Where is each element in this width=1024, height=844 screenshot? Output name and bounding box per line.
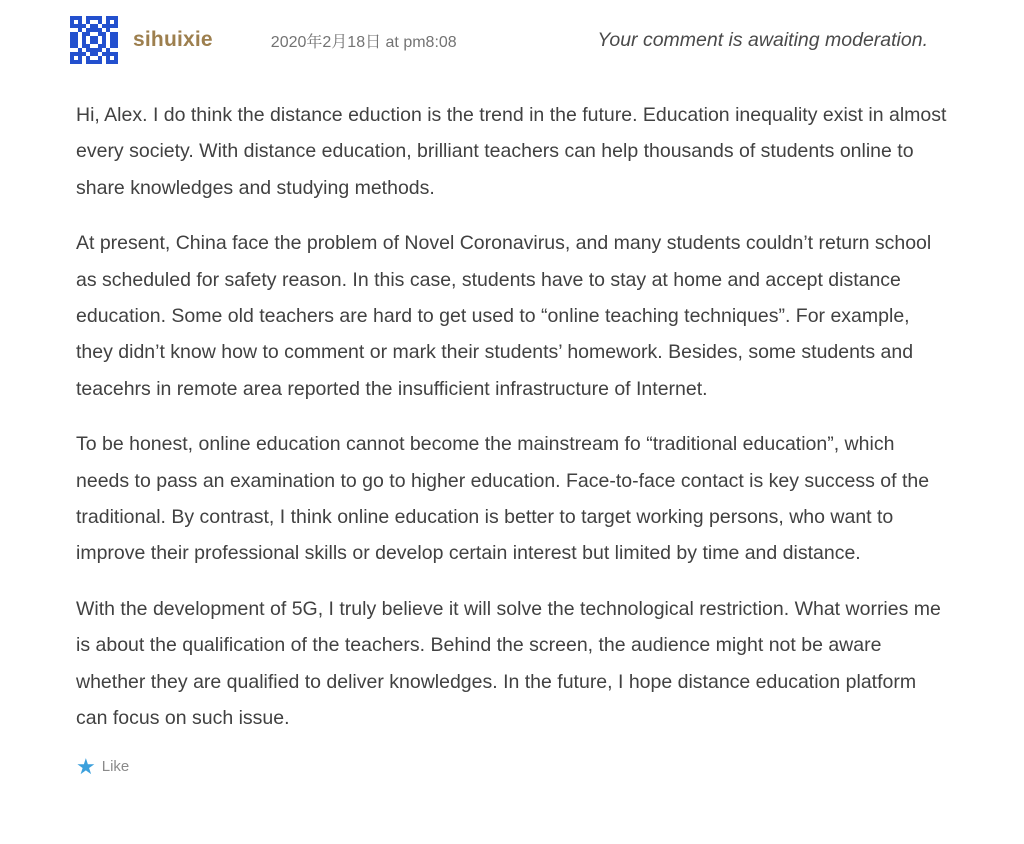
comment-date: 2020年2月18日 at pm8:08 [270, 33, 457, 51]
moderation-notice: Your comment is awaiting moderation. [597, 28, 928, 51]
comment-paragraph: At present, China face the problem of Novel Coronavirus, and many students couldn’t return school as scheduled for safety reason. In this case, students have to stay at home and accept distance education. Some old teachers are hard to get used to “online teaching techniques”. For example, they didn’t know how to comment or mark their students’ homework. Besides, some students and teacehrs in remote area reported the insufficient infrastructure of Internet. [76, 232, 932, 400]
comment-body [70, 97, 948, 737]
comment-paragraph: Hi, Alex. I do think the distance eduction is the trend in the future. Education inequality exist in almost every society. With distance education, brilliant teachers can help thousands of students online to share knowledges and studying methods. [76, 104, 947, 199]
like-label: Like [101, 758, 130, 775]
comment-header [70, 16, 948, 64]
comment-paragraph: To be honest, online education cannot become the mainstream fo “traditional education”, which needs to pass an examination to go to higher education. Face-to-face contact is key success of the traditional. By contrast, I think online education is better to target working persons, who want to improve their professional skills or develop certain interest but limited by time and distance. [76, 433, 930, 565]
avatar-identicon [70, 16, 118, 64]
star-icon: ★ [76, 753, 96, 779]
comment [70, 16, 948, 778]
author-name: sihuixie [133, 28, 213, 51]
comment-paragraph: With the development of 5G, I truly believe it will solve the technological restriction. What worries me is about the qualification of the teachers. Behind the screen, the audience might not be aware whether they are qualified to deliver knowledges. In the future, I hope distance education platform can focus on such issue. [76, 597, 941, 730]
like-button[interactable] [70, 753, 130, 779]
